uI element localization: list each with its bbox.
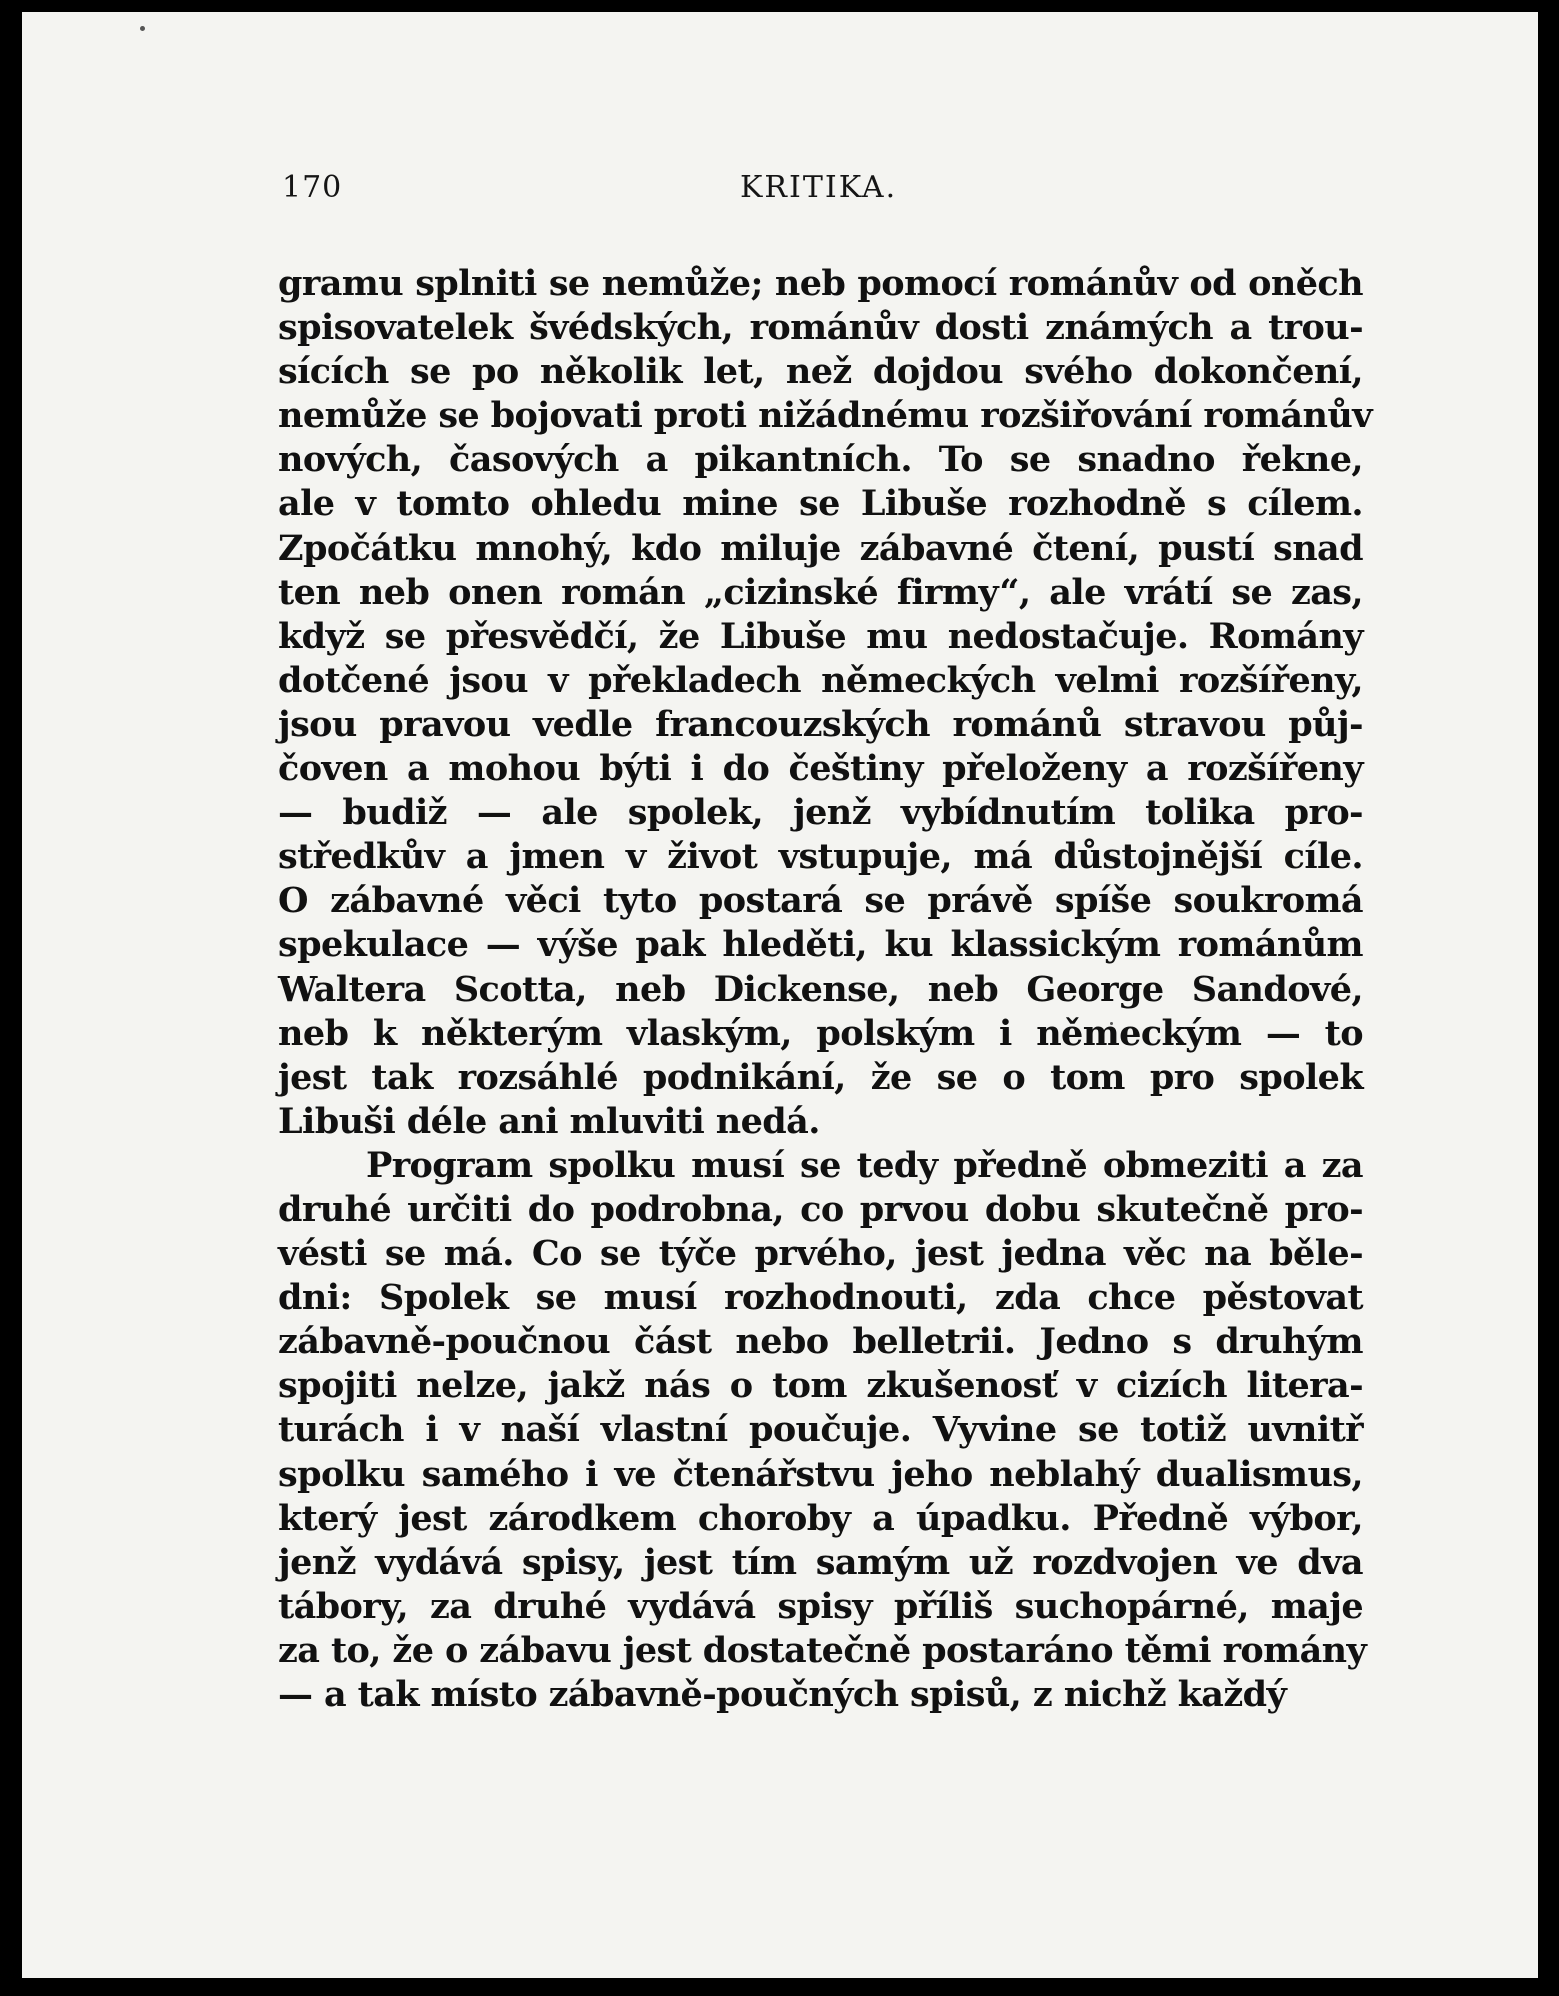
text-line: gramu splniti se nemůže; neb pomocí románův od oněch xyxy=(278,263,1363,304)
text-line: O zábavné věci tyto postará se právě spíše soukromá xyxy=(278,880,1363,922)
text-line: ale v tomto ohledu mine se Libuše rozhodně s cílem. xyxy=(278,483,1363,525)
text-line: jsou pravou vedle francouzských románů stravou půj- xyxy=(278,703,1363,745)
text-line: Zpočátku mnohý, kdo miluje zábavné čtení, pustí snad xyxy=(278,527,1363,569)
text-line: turách i v naší vlastní poučuje. Vyvine se totiž uvnitř xyxy=(278,1409,1363,1451)
text-line: nemůže se bojovati proti nižádnému rozšiřování románův xyxy=(278,395,1372,437)
text-line: neb k některým vlaským, polským i německým — to xyxy=(278,1012,1363,1054)
text-line: druhé určiti do podrobna, co prvou dobu skutečně pro- xyxy=(278,1188,1363,1230)
running-head: KRITIKA. xyxy=(740,170,898,205)
text-line: dni: Spolek se musí rozhodnouti, zda chce pěstovat xyxy=(278,1277,1363,1319)
text-line: zábavně-poučnou část nebo belletrii. Jedno s druhým xyxy=(278,1321,1363,1363)
paragraph xyxy=(278,1144,1367,1717)
text-line: když se přesvědčí, že Libuše mu nedostačuje. Romány xyxy=(278,615,1363,657)
text-line: — a tak místo zábavně-poučných spisů, z nichž každý xyxy=(278,1674,1287,1715)
text-line: jest tak rozsáhlé podnikání, že se o tom pro spolek xyxy=(278,1056,1363,1098)
text-line: sících se po několik let, než dojdou svého dokončení, xyxy=(278,351,1363,393)
text-line: jenž vydává spisy, jest tím samým už rozdvojen ve dva xyxy=(278,1541,1363,1583)
text-line: — budiž — ale spolek, jenž vybídnutím tolika pro- xyxy=(278,792,1363,834)
body-text xyxy=(278,262,1372,1717)
text-line: Program spolku musí se tedy předně obmeziti a za xyxy=(366,1144,1363,1186)
text-line: vésti se má. Co se týče prvého, jest jedna věc na běle- xyxy=(278,1233,1363,1275)
text-line: který jest zárodkem choroby a úpadku. Předně výbor, xyxy=(278,1497,1363,1539)
text-line: ten neb onen román „cizinské firmy“, ale vrátí se zas, xyxy=(278,571,1363,613)
text-line: spekulace — výše pak hleděti, ku klassickým románům xyxy=(278,924,1363,966)
text-line: spolku samého i ve čtenářstvu jeho neblahý dualismus, xyxy=(278,1453,1363,1495)
text-line: spisovatelek švédských, románův dosti známých a trou- xyxy=(278,307,1363,349)
text-line: Waltera Scotta, neb Dickense, neb George Sandové, xyxy=(278,968,1363,1010)
text-line: středkův a jmen v život vstupuje, má důstojnější cíle. xyxy=(278,836,1363,878)
text-line: dotčené jsou v překladech německých velmi rozšířeny, xyxy=(278,659,1363,701)
text-line: Libuši déle ani mluviti nedá. xyxy=(278,1100,820,1142)
text-line: čoven a mohou býti i do češtiny přeloženy a rozšířeny xyxy=(278,748,1363,790)
dust-speck xyxy=(140,26,145,31)
text-line: nových, časových a pikantních. To se snadno řekne, xyxy=(278,439,1363,481)
text-line: spojiti nelze, jakž nás o tom zkušenosť v cizích litera- xyxy=(278,1365,1363,1407)
paragraph xyxy=(278,262,1372,1144)
text-line: za to, že o zábavu jest dostatečně postaráno těmi romány xyxy=(278,1629,1367,1671)
text-line: tábory, za druhé vydává spisy příliš suchopárné, maje xyxy=(278,1585,1363,1627)
page-header xyxy=(282,158,1362,218)
page-number: 170 xyxy=(282,170,343,205)
